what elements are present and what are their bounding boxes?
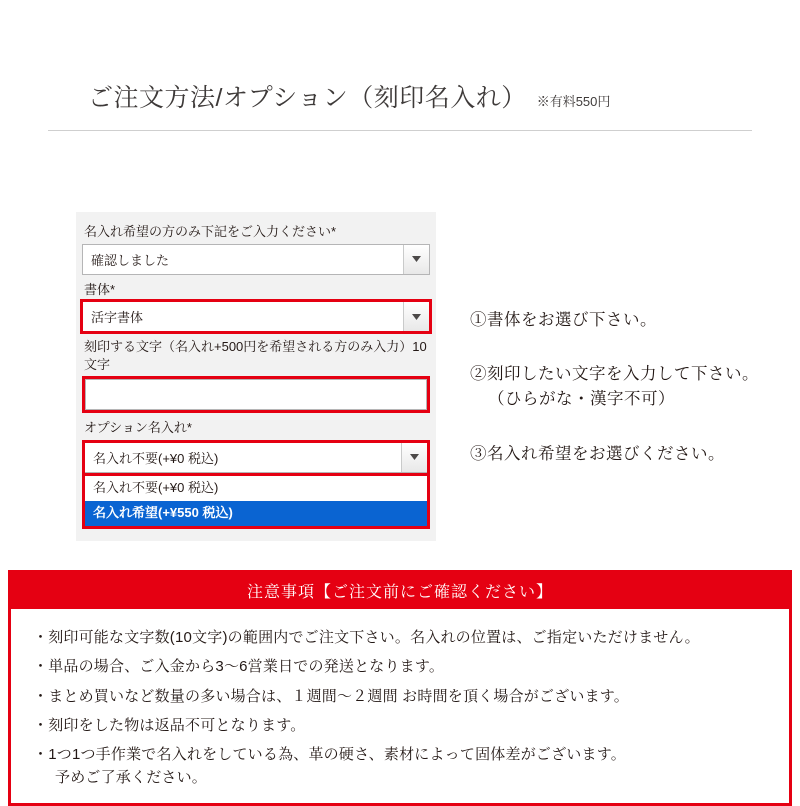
option-dropdown-item-0[interactable]: 名入れ不要(+¥0 税込): [93, 479, 219, 495]
font-select[interactable]: [82, 301, 430, 332]
option-dropdown-list: [82, 476, 430, 529]
notice-line-1: ・単品の場合、ご入金から3〜6営業日での発送となります。: [33, 658, 445, 676]
engrave-text-input[interactable]: [85, 379, 427, 410]
option-select[interactable]: [85, 443, 427, 473]
annotation-step-3: ③名入れ希望をお選びください。: [470, 445, 725, 463]
option-select-frame: [82, 440, 430, 476]
font-field-label: 書体*: [84, 281, 116, 297]
notice-line-4-main: ・1つ1つ手作業で名入れをしている為、革の硬さ、素材によって固体差がございます。: [33, 746, 626, 763]
chevron-down-icon[interactable]: [401, 443, 427, 472]
option-select-value: 名入れ不要(+¥0 税込): [93, 450, 219, 466]
chevron-down-icon[interactable]: [403, 302, 429, 331]
notice-heading: 注意事項【ご注文前にご確認ください】: [11, 573, 789, 609]
option-dropdown-item-1[interactable]: 名入れ希望(+¥550 税込): [85, 501, 427, 526]
engrave-text-frame: [82, 376, 430, 413]
order-options-form: [76, 212, 436, 541]
annotation-step-2-main: ②刻印したい文字を入力して下さい。: [470, 365, 759, 383]
notice-line-3: ・刻印をした物は返品不可となります。: [33, 716, 306, 734]
annotation-step-1: ①書体をお選び下さい。: [470, 311, 657, 329]
confirm-field-label: 名入れ希望の方のみ下記をご入力ください*: [84, 224, 337, 239]
chevron-down-icon[interactable]: [403, 245, 429, 274]
annotation-step-2: [470, 362, 759, 412]
notice-line-4: [33, 740, 773, 793]
engrave-field-label: 刻印する文字（名入れ+500円を希望される方のみ入力）10文字: [84, 339, 427, 372]
notice-box: [8, 570, 792, 806]
font-select-value: 活字書体: [91, 310, 144, 326]
notice-line-2: ・まとめ買いなど数量の多い場合は、１週間〜２週間 お時間を頂く場合がございます。: [33, 687, 629, 705]
confirm-select-value: 確認しました: [91, 252, 170, 268]
notice-line-4-continued: 予めご了承ください。: [55, 769, 208, 787]
notice-line-0: ・刻印可能な文字数(10文字)の範囲内でご注文下さい。名入れの位置は、ご指定いただけません。: [33, 629, 700, 646]
option-field-label: オプション名入れ*: [84, 420, 192, 436]
page-title-row: [0, 78, 800, 114]
header-divider: [48, 130, 752, 131]
notice-body: [11, 609, 789, 803]
confirm-select[interactable]: [82, 244, 430, 275]
page-header: [0, 0, 800, 131]
page-title: ご注文方法/オプション（刻印名入れ）: [88, 84, 527, 112]
page-title-note: ※有料550円: [536, 94, 611, 109]
annotation-step-2-sub: （ひらがな・漢字不可）: [488, 389, 675, 408]
